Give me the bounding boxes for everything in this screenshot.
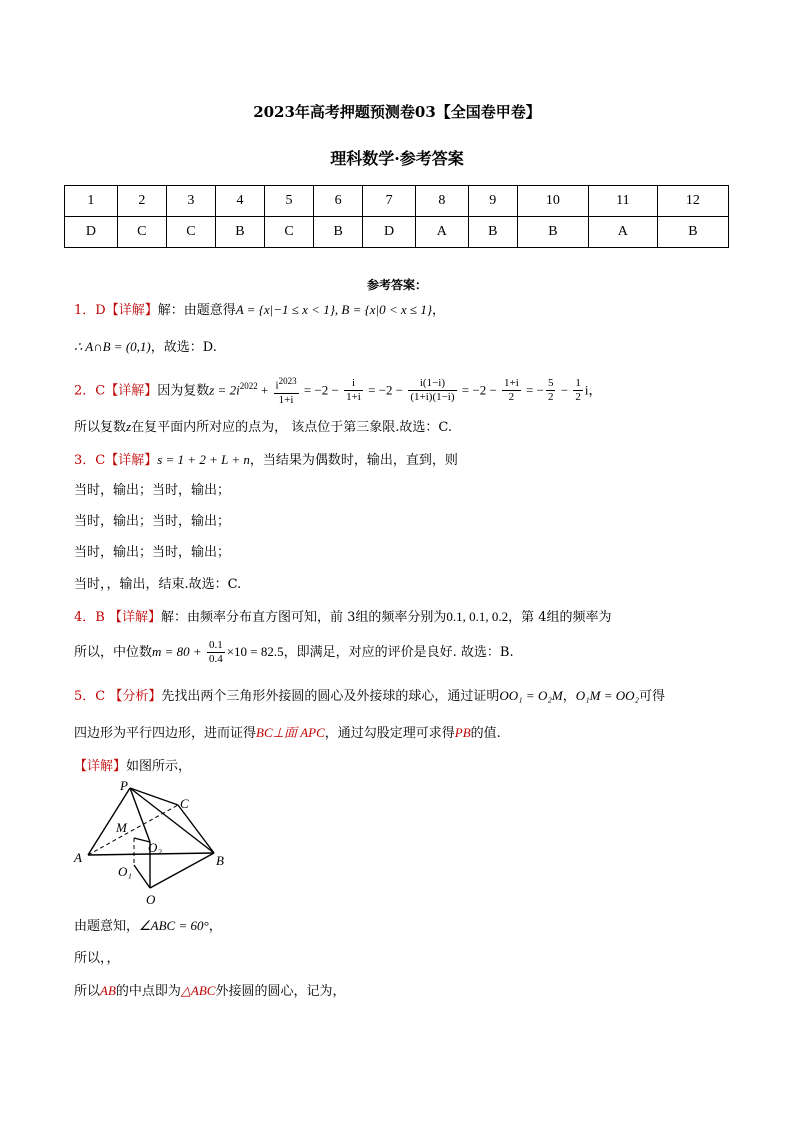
q2-op: + bbox=[257, 382, 272, 398]
q4-text: ，第 4组的频率为 bbox=[508, 610, 612, 625]
q1-math-b: ∴ A∩B = (0,1) bbox=[74, 339, 151, 354]
q2-label: 2．C【详解】 bbox=[74, 383, 158, 399]
q5-detail-label: 【详解】 bbox=[74, 759, 127, 774]
q5-text: 由题意知， bbox=[74, 919, 140, 934]
answer-table-number-cell: 9 bbox=[468, 186, 517, 217]
q2-frac6-num: 1 bbox=[575, 377, 581, 390]
q5-label: 5．C 【分析】 bbox=[74, 689, 162, 704]
answer-table-number-cell: 8 bbox=[415, 186, 468, 217]
q2-frac1-den: 1+i bbox=[278, 393, 294, 406]
q5-text: 可得 bbox=[639, 689, 666, 704]
page-subtitle: 理科数学·参考答案 bbox=[330, 149, 464, 168]
q4-frac-num: 0.1 bbox=[208, 639, 223, 651]
q4-math: 0.1, 0.1, 0.2 bbox=[446, 609, 509, 624]
q5-text: 如图所示， bbox=[126, 759, 192, 774]
q5-text: 的值. bbox=[470, 726, 501, 741]
answer-table-number-cell: 11 bbox=[588, 186, 657, 217]
q5-text: 先找出两个三角形外接圆的圆心及外接球的球心，通过证明 bbox=[161, 689, 500, 704]
q2-text: 因为复数 bbox=[157, 383, 210, 399]
q2-z: z bbox=[126, 419, 132, 434]
q5-math: BC⊥面 APC bbox=[256, 725, 325, 740]
answer-table-answer-cell: C bbox=[265, 217, 314, 248]
edge-PC bbox=[130, 788, 178, 805]
q5-text: 所以 bbox=[74, 984, 101, 999]
q4-label: 4．B 【详解】 bbox=[74, 610, 161, 625]
q5-math: PB bbox=[454, 725, 471, 740]
q5-line-6 bbox=[74, 982, 346, 1001]
q2-frac3-num: i(1−i) bbox=[408, 377, 456, 391]
answer-table-answer-cell: A bbox=[588, 217, 657, 248]
q4-math: m = 80 + bbox=[152, 644, 205, 659]
q5-text: ， bbox=[562, 689, 576, 704]
q2-fraction-6 bbox=[573, 377, 583, 404]
q3-line-4: 当时，输出；当时，输出； bbox=[74, 545, 231, 560]
q5-line-3 bbox=[74, 758, 191, 776]
q4-text: 解：由频率分布直方图可知，前 3组的频率分别为 bbox=[160, 610, 447, 625]
page-title: 2023年高考押题预测卷03【全国卷甲卷】 bbox=[253, 103, 541, 121]
q1-text-b: ，故选：D. bbox=[150, 340, 217, 355]
answer-table-number-cell: 6 bbox=[314, 186, 363, 217]
q4-frac-den: 0.4 bbox=[208, 653, 223, 665]
q2-frac2-num: i bbox=[344, 377, 363, 391]
answer-table-number-cell: 12 bbox=[657, 186, 728, 217]
section-title: 参考答案： bbox=[366, 278, 427, 292]
q1-text: 解：由题意得 bbox=[157, 303, 236, 318]
q5-math: OO₁ = O₂M bbox=[499, 688, 563, 703]
q2-frac4-den: 2 bbox=[508, 391, 515, 404]
answer-table-answer-cell: B bbox=[468, 217, 517, 248]
q4-line-2 bbox=[74, 637, 514, 668]
q3-line-3: 当时，输出；当时，输出； bbox=[74, 514, 231, 529]
answer-table-answer-cell: C bbox=[166, 217, 215, 248]
q2-fraction-3 bbox=[408, 377, 456, 404]
q3-line-5: 当时，，输出，结束.故选：C. bbox=[74, 577, 242, 592]
edge-O1O bbox=[134, 865, 150, 888]
q4-fraction bbox=[207, 639, 225, 666]
q2-frac3-den: (1+i)(1−i) bbox=[410, 391, 455, 404]
q2-frac6-den: 2 bbox=[575, 391, 581, 404]
q2-text: 在复平面内所对应的点为， 该点位于第三象限.故选：C. bbox=[131, 420, 452, 435]
q5-line-2 bbox=[74, 724, 501, 743]
q2-frac2-den: 1+i bbox=[346, 391, 361, 404]
answer-table-number-cell: 3 bbox=[166, 186, 215, 217]
q5-text: 外接圆的圆心，记为， bbox=[215, 984, 346, 999]
q2-op: = −2 − bbox=[364, 382, 407, 398]
answer-table-answer-cell: B bbox=[314, 217, 363, 248]
q2-fraction-4 bbox=[502, 377, 521, 404]
q2-frac4-num: 1+i bbox=[504, 377, 519, 390]
label-P: P bbox=[120, 780, 128, 793]
q5-line-5: 所以，， bbox=[74, 951, 120, 966]
q5-math: O₁M = OO₂ bbox=[575, 688, 640, 703]
answer-table-answer-cell: B bbox=[657, 217, 728, 248]
answer-table-number-cell: 1 bbox=[65, 186, 118, 217]
label-M: M bbox=[116, 820, 127, 835]
q5-math: ∠ABC = 60° bbox=[139, 918, 209, 933]
q4-math: ×10 = 82.5 bbox=[226, 644, 284, 659]
q1-line-1 bbox=[74, 301, 445, 320]
q2-fraction-2 bbox=[344, 377, 363, 404]
q3-line-2: 当时，输出；当时，输出； bbox=[74, 483, 231, 498]
answer-table-number-cell: 4 bbox=[215, 186, 264, 217]
q3-text: ，当结果为偶数时，输出，直到，则 bbox=[249, 453, 458, 468]
q2-frac1-num: i bbox=[275, 379, 279, 392]
q2-op: − bbox=[557, 382, 572, 398]
answer-table-number-cell: 10 bbox=[517, 186, 588, 217]
answer-table-number-cell: 2 bbox=[117, 186, 166, 217]
q1-line-2 bbox=[74, 338, 217, 357]
label-O: O bbox=[146, 892, 156, 907]
q3-math: s = 1 + 2 + L + n bbox=[157, 452, 250, 467]
q5-text: ， bbox=[208, 919, 222, 934]
answer-table-answer-cell: B bbox=[215, 217, 264, 248]
q2-frac5-den: 2 bbox=[547, 391, 554, 404]
answer-table-answer-cell: B bbox=[517, 217, 588, 248]
q3-line-1 bbox=[74, 451, 458, 470]
answer-table-answer-cell: D bbox=[363, 217, 416, 248]
q5-line-4 bbox=[74, 917, 222, 936]
q2-frac1-exp: 2023 bbox=[278, 376, 297, 386]
q2-fraction-5 bbox=[546, 377, 556, 404]
q2-frac5-num: 5 bbox=[547, 377, 554, 390]
q2-fraction-1 bbox=[274, 375, 299, 407]
q1-label: 1．D【详解】 bbox=[74, 303, 158, 318]
answer-table-answers-row bbox=[65, 217, 729, 248]
q2-exponent: 2022 bbox=[239, 381, 258, 391]
label-O1: O₁ bbox=[118, 864, 132, 879]
q5-line-1 bbox=[74, 687, 665, 706]
label-C: C bbox=[180, 796, 189, 811]
answer-table-numbers-row bbox=[65, 186, 729, 217]
q4-text: ，即满足，对应的评价是良好. 故选：B. bbox=[283, 645, 514, 660]
q3-label: 3．C【详解】 bbox=[74, 453, 158, 468]
answer-table-number-cell: 7 bbox=[363, 186, 416, 217]
q2-math-z: z = 2i bbox=[209, 382, 240, 398]
answer-table bbox=[64, 185, 729, 248]
q5-text: 四边形为平行四边形，进而证得 bbox=[74, 726, 257, 741]
q5-math: AB bbox=[100, 983, 116, 998]
q4-text: 所以，中位数 bbox=[74, 645, 153, 660]
label-O2: O₂ bbox=[148, 840, 162, 855]
label-A: A bbox=[74, 850, 82, 865]
q2-text: 所以复数 bbox=[74, 420, 127, 435]
answer-table-number-cell: 5 bbox=[265, 186, 314, 217]
q5-text: ，通过勾股定理可求得 bbox=[324, 726, 455, 741]
q2-line-1 bbox=[74, 372, 601, 407]
answer-table-answer-cell: C bbox=[117, 217, 166, 248]
q2-line-2 bbox=[74, 418, 452, 437]
q5-text: 的中点即为 bbox=[115, 984, 181, 999]
answer-table-answer-cell: D bbox=[65, 217, 118, 248]
edge-AC-hidden bbox=[88, 805, 178, 855]
label-B: B bbox=[216, 853, 224, 868]
geometry-figure bbox=[68, 780, 238, 910]
q1-math: A = {x|−1 ≤ x < 1}, B = {x|0 < x ≤ 1} bbox=[235, 302, 433, 317]
q2-op: = −2 − bbox=[458, 382, 501, 398]
answer-table-answer-cell: A bbox=[415, 217, 468, 248]
q2-op: = −2 − bbox=[300, 382, 343, 398]
q2-punct: ， bbox=[588, 383, 602, 399]
q5-math: △ABC bbox=[180, 983, 216, 998]
q2-op: i bbox=[584, 382, 589, 398]
q1-punct: ， bbox=[432, 303, 446, 318]
q2-op: = − bbox=[522, 382, 544, 398]
edge-BO bbox=[150, 853, 214, 888]
q4-line-1 bbox=[74, 608, 612, 627]
